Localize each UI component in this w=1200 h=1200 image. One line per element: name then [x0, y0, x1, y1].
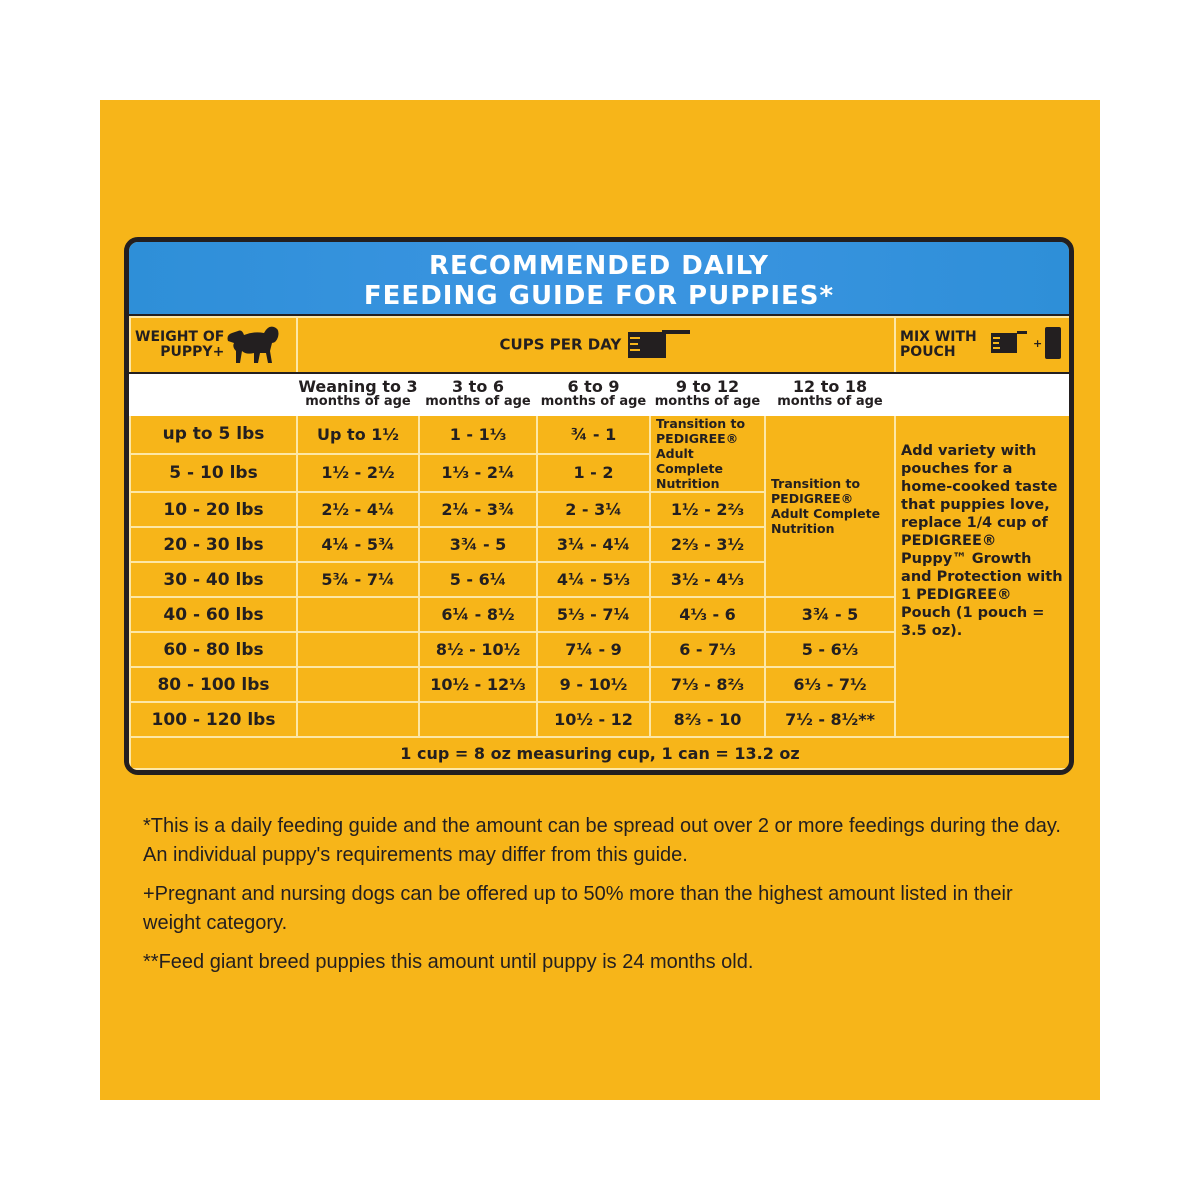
pouch-plus-sign: +	[1033, 337, 1043, 350]
cups-cell	[297, 667, 419, 702]
cups-cell: 9 - 10½	[537, 667, 650, 702]
weight-cell: 10 - 20 lbs	[130, 492, 297, 527]
cups-cell: 3½ - 4⅓	[650, 562, 765, 597]
weight-header-line1: WEIGHT OF	[135, 329, 225, 345]
mix-text-line: 3.5 oz).	[901, 623, 963, 639]
cups-cell: 6¼ - 8½	[419, 597, 537, 632]
cups-cell: 2¼ - 3¾	[419, 492, 537, 527]
age-unit: months of age	[654, 394, 761, 409]
cups-cell	[297, 597, 419, 632]
cups-cell: 1 - 1⅓	[419, 415, 537, 454]
cups-cell	[297, 702, 419, 737]
age-range: 12 to 18	[792, 377, 868, 396]
weight-cell: 80 - 100 lbs	[130, 667, 297, 702]
guide-title-line1: RECOMMENDED DAILY	[429, 251, 769, 281]
mix-header	[895, 317, 1070, 373]
cups-cell: 1 - 2	[537, 454, 650, 493]
cups-cell: 4⅓ - 6	[650, 597, 765, 632]
cups-cell: 1½ - 2½	[297, 454, 419, 493]
footnote-pregnant-dogs: +Pregnant and nursing dogs can be offered up to 50% more than the highest amount listed in their weight category.	[143, 883, 1013, 934]
age-unit: months of age	[425, 394, 531, 409]
age-row-blank	[130, 373, 297, 415]
feeding-guide-card	[124, 237, 1074, 775]
transition-9-12-line1: Transition to	[656, 416, 746, 431]
transition-12-18-line4: Nutrition	[771, 521, 835, 536]
cups-cell: 3¾ - 5	[419, 527, 537, 562]
cups-cell: 7½ - 8½**	[765, 702, 895, 737]
cups-cell: 2½ - 4¼	[297, 492, 419, 527]
cups-cell: 6 - 7⅓	[650, 632, 765, 667]
age-col-3	[650, 373, 765, 415]
table-row	[130, 415, 1070, 454]
footnote-daily-guide: *This is a daily feeding guide and the amount can be spread out over 2 or more feedings during the day. An individual puppy's requirements may differ from this guide.	[143, 815, 1061, 866]
product-panel	[100, 100, 1100, 1100]
weight-header-line2: PUPPY+	[160, 344, 225, 360]
transition-9-12-line4: Nutrition	[656, 476, 720, 491]
weight-cell: 5 - 10 lbs	[130, 454, 297, 493]
cups-cell: 7⅓ - 8⅔	[650, 667, 765, 702]
cups-cell: 10½ - 12⅓	[419, 667, 537, 702]
guide-title-line2: FEEDING GUIDE FOR PUPPIES*	[363, 281, 835, 311]
mix-text-line: Add variety with	[901, 443, 1037, 459]
measurement-footnote: 1 cup = 8 oz measuring cup, 1 can = 13.2 oz	[130, 737, 1070, 769]
cups-cell: 5¾ - 7¼	[297, 562, 419, 597]
age-row	[130, 373, 1070, 415]
mix-header-line1: MIX WITH	[900, 329, 977, 345]
age-unit: months of age	[777, 394, 883, 409]
age-col-4	[765, 373, 895, 415]
transition-12-18-line2: PEDIGREE®	[771, 491, 854, 506]
cups-cell: 4¼ - 5⅓	[537, 562, 650, 597]
transition-9-12-line3: Adult Complete	[656, 446, 723, 476]
cups-cell: 2 - 3¼	[537, 492, 650, 527]
guide-title	[129, 242, 1069, 316]
header-row	[130, 317, 1070, 373]
age-range: 9 to 12	[675, 377, 740, 396]
cups-cell	[419, 702, 537, 737]
cups-cell: 1½ - 2⅔	[650, 492, 765, 527]
weight-cell: 30 - 40 lbs	[130, 562, 297, 597]
cups-cell: 8½ - 10½	[419, 632, 537, 667]
age-range: 6 to 9	[567, 377, 620, 396]
cups-header-label: CUPS PER DAY	[499, 335, 622, 354]
cups-cell: 5 - 6⅓	[765, 632, 895, 667]
transition-12-18-cell	[765, 415, 895, 597]
age-range: Weaning to 3	[298, 377, 418, 396]
transition-12-18-line1: Transition to	[771, 476, 861, 491]
cups-cell: Up to 1½	[297, 415, 419, 454]
mix-text-line: home-cooked taste	[901, 479, 1058, 495]
weight-cell: 40 - 60 lbs	[130, 597, 297, 632]
weight-cell: up to 5 lbs	[130, 415, 297, 454]
age-col-2	[537, 373, 650, 415]
transition-12-18-line3: Adult Complete	[771, 506, 881, 521]
mix-text-line: 1 PEDIGREE®	[901, 587, 1012, 603]
cups-cell: ¾ - 1	[537, 415, 650, 454]
cups-cell: 7¼ - 9	[537, 632, 650, 667]
cups-cell	[297, 632, 419, 667]
measuring-cup-icon	[626, 326, 692, 364]
age-range: 3 to 6	[451, 377, 505, 396]
age-col-mix-blank	[895, 373, 1070, 415]
transition-9-12-line2: PEDIGREE®	[656, 431, 739, 446]
feeding-table	[129, 316, 1071, 770]
age-col-1	[419, 373, 537, 415]
mix-header-line2: POUCH	[900, 344, 956, 360]
cups-cell: 2⅔ - 3½	[650, 527, 765, 562]
cups-cell: 1⅓ - 2¼	[419, 454, 537, 493]
cups-cell: 3¾ - 5	[765, 597, 895, 632]
weight-cell: 60 - 80 lbs	[130, 632, 297, 667]
mix-with-pouch-text	[895, 415, 1070, 737]
pouch-icon	[989, 325, 1065, 365]
puppy-icon	[224, 321, 280, 369]
age-col-0	[297, 373, 419, 415]
mix-text-line: replace 1/4 cup of	[901, 515, 1048, 531]
footer-row	[130, 737, 1070, 769]
cups-cell: 3¼ - 4¼	[537, 527, 650, 562]
weight-cell: 100 - 120 lbs	[130, 702, 297, 737]
cups-cell: 8⅔ - 10	[650, 702, 765, 737]
mix-text-line: pouches for a	[901, 461, 1013, 477]
weight-header	[130, 317, 297, 373]
cups-cell: 5 - 6¼	[419, 562, 537, 597]
age-unit: months of age	[540, 394, 647, 409]
footnotes	[143, 812, 1063, 987]
mix-text-line: and Protection with	[901, 569, 1063, 585]
cups-header	[297, 317, 895, 373]
mix-text-line: PEDIGREE®	[901, 533, 997, 549]
weight-cell: 20 - 30 lbs	[130, 527, 297, 562]
mix-text-line: Pouch (1 pouch =	[901, 605, 1045, 621]
mix-text-line: that puppies love,	[901, 497, 1050, 513]
cups-cell: 10½ - 12	[537, 702, 650, 737]
transition-9-12-cell	[650, 415, 765, 492]
mix-text-line: Puppy™ Growth	[901, 551, 1032, 567]
age-unit: months of age	[305, 394, 411, 409]
cups-cell: 4¼ - 5¾	[297, 527, 419, 562]
cups-cell: 6⅓ - 7½	[765, 667, 895, 702]
cups-cell: 5⅓ - 7¼	[537, 597, 650, 632]
footnote-giant-breed: **Feed giant breed puppies this amount until puppy is 24 months old.	[143, 951, 754, 973]
